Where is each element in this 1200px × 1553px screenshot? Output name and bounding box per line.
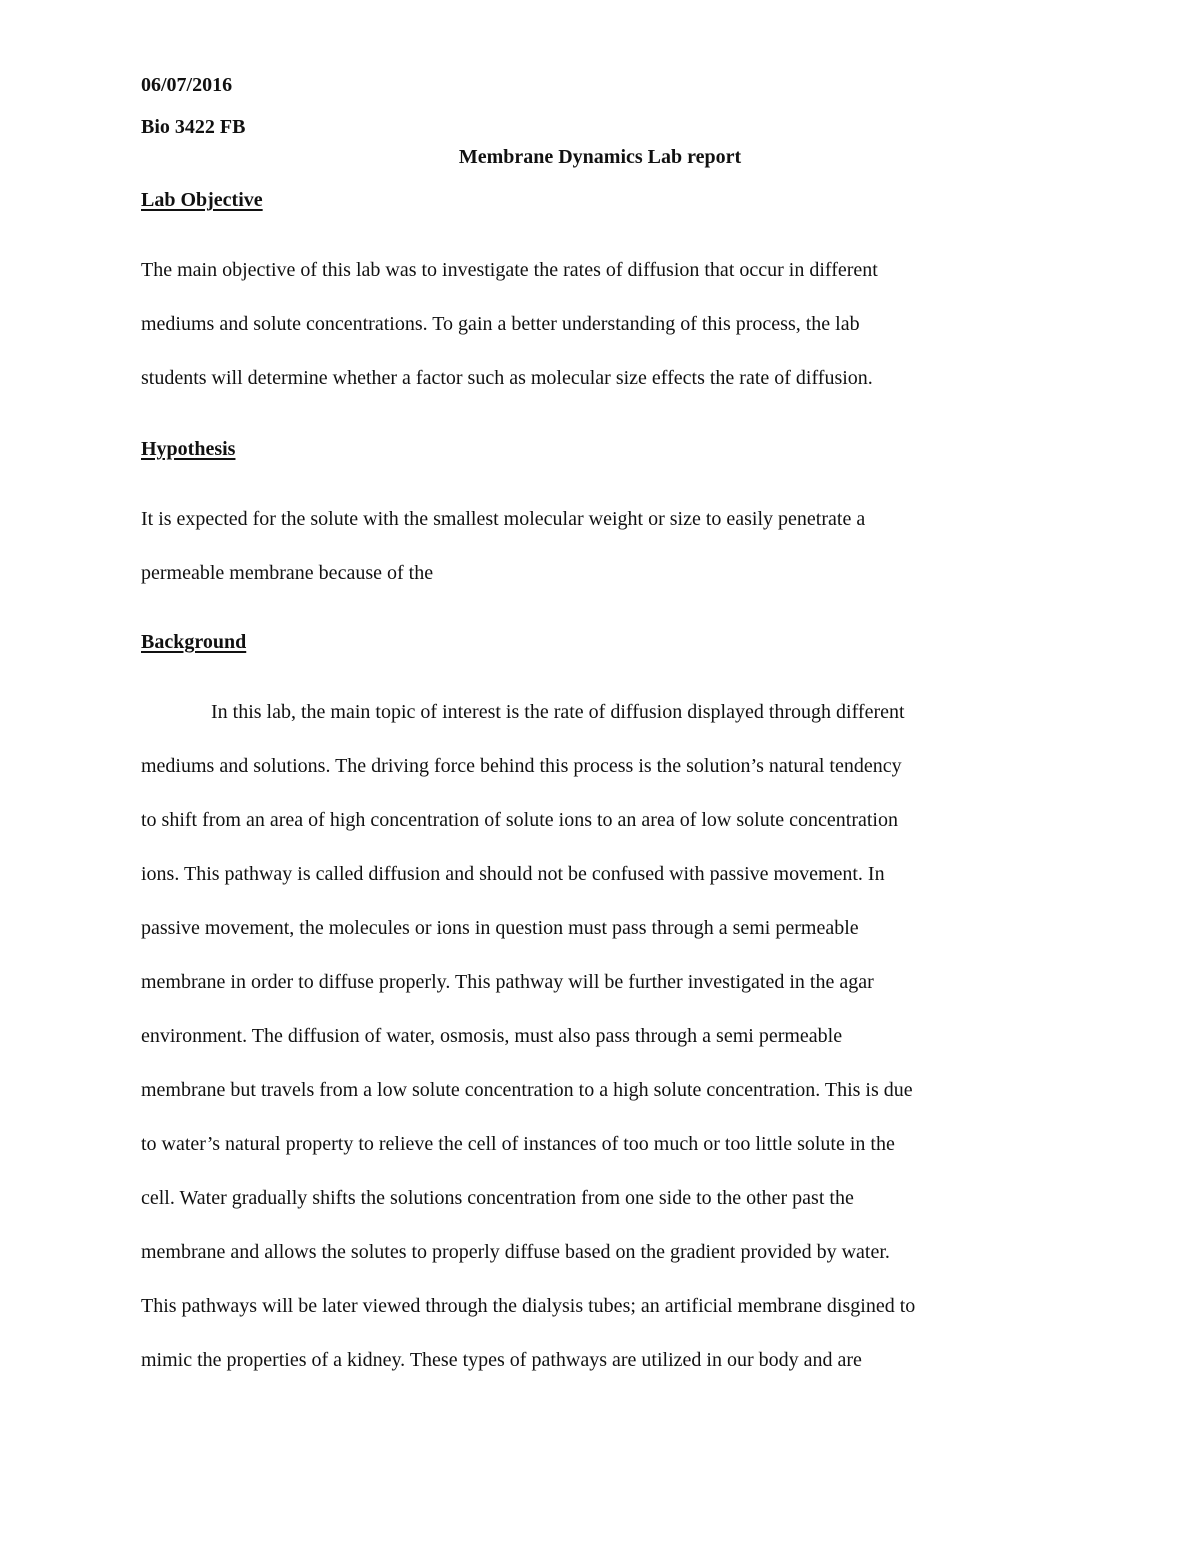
background-line: passive movement, the molecules or ions in question must pass through a semi permeable (141, 917, 859, 939)
background-line: to shift from an area of high concentration of solute ions to an area of low solute concentration (141, 809, 898, 831)
background-line: cell. Water gradually shifts the solutions concentration from one side to the other past the (141, 1187, 854, 1209)
report-date: 06/07/2016 (141, 74, 233, 96)
objective-line: The main objective of this lab was to investigate the rates of diffusion that occur in different (141, 259, 878, 281)
objective-line: mediums and solute concentrations. To gain a better understanding of this process, the lab (141, 313, 860, 335)
hypothesis-heading: Hypothesis (141, 438, 236, 460)
objective-heading: Lab Objective (141, 189, 263, 211)
background-line: ions. This pathway is called diffusion and should not be confused with passive movement. In (141, 863, 885, 885)
objective-line: students will determine whether a factor such as molecular size effects the rate of diffusion. (141, 367, 873, 389)
hypothesis-line: permeable membrane because of the (141, 562, 434, 584)
background-line: membrane and allows the solutes to properly diffuse based on the gradient provided by water. (141, 1241, 890, 1263)
background-line: membrane in order to diffuse properly. This pathway will be further investigated in the agar (141, 971, 874, 993)
background-line: This pathways will be later viewed through the dialysis tubes; an artificial membrane disgined to (141, 1295, 916, 1317)
report-title: Membrane Dynamics Lab report (458, 146, 742, 168)
background-line: mediums and solutions. The driving force behind this process is the solution’s natural tendency (141, 755, 902, 777)
background-line: mimic the properties of a kidney. These types of pathways are utilized in our body and are (141, 1349, 862, 1371)
background-heading: Background (141, 631, 247, 653)
background-line: environment. The diffusion of water, osmosis, must also pass through a semi permeable (141, 1025, 843, 1047)
background-line: membrane but travels from a low solute concentration to a high solute concentration. This is due (141, 1079, 913, 1101)
hypothesis-line: It is expected for the solute with the smallest molecular weight or size to easily penetrate a (141, 508, 866, 530)
background-line: to water’s natural property to relieve the cell of instances of too much or too little solute in the (141, 1133, 895, 1155)
course-code: Bio 3422 FB (141, 116, 246, 138)
background-line: In this lab, the main topic of interest is the rate of diffusion displayed through different (211, 701, 905, 723)
